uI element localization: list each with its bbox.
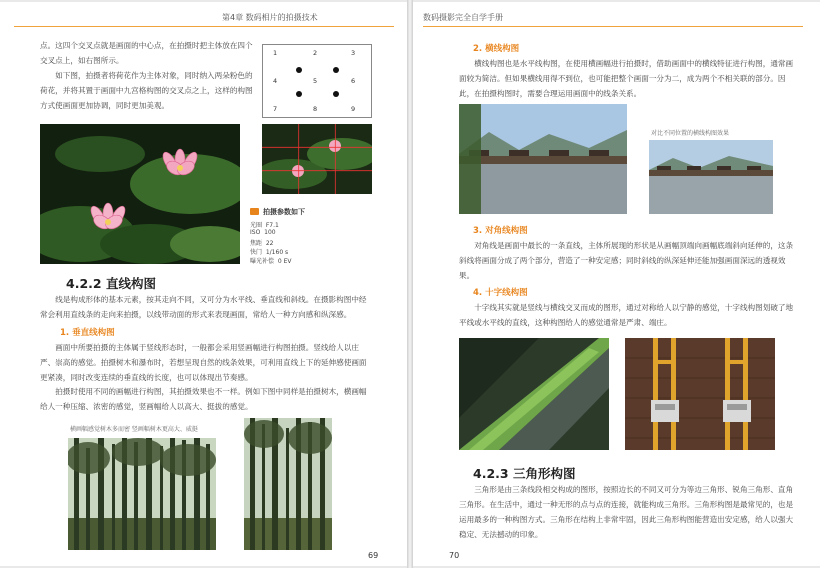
nine-grid-diagram — [262, 44, 372, 118]
grid-number: 4 — [273, 77, 278, 85]
diagonal-stream-photo — [459, 338, 609, 450]
running-head-left: 第4章 数码相片的拍摄技术 — [222, 13, 318, 22]
param-row: 焦距 22 — [250, 240, 274, 247]
lotus-photo — [40, 124, 240, 264]
section-title-422: 4.2.2 直线构图 — [66, 276, 156, 291]
param-row: ISO 100 — [250, 229, 276, 236]
page-number-right: 70 — [449, 551, 460, 560]
header-rule — [423, 26, 803, 27]
cross-paragraph: 十字线其实就是竖线与横线交叉而成的图形，通过对称给人以宁静的感觉，十字线构图划破了地平线或水平线的直线，这种构图给人的感觉通常是严肃、端庄。 — [459, 303, 794, 327]
params-title: 拍摄参数如下 — [263, 208, 305, 216]
camera-icon — [250, 208, 259, 215]
header-rule — [14, 26, 394, 27]
intersection-dot — [333, 91, 339, 97]
vertical-paragraph-2: 拍摄时使用不同的画幅进行构图，其拍摄效果也不一样。例如下图中同样是拍摄树木，横画幅给人一种压缩、浓密的感觉，竖画幅给人以高大、挺拔的感觉。 — [40, 387, 367, 411]
section-title-423: 4.2.3 三角形构图 — [473, 466, 576, 481]
param-row: 光圈 F7.1 — [250, 222, 279, 229]
page-number-left: 69 — [368, 551, 379, 560]
vertical-paragraph-1: 画面中所要拍摄的主体属于竖线形态时，一般都会采用竖画幅进行构图拍摄。竖线给人以庄严、崇高的感觉。拍摄树木和瀑布时，若想呈现自然的线条效果，可利用直线上下的延伸感使画面更紧凑，同时改变连续的垂直线的长度，也可以体现出节奏感。 — [40, 343, 367, 382]
intersection-dot — [296, 91, 302, 97]
bridge-photo-1 — [459, 104, 627, 214]
sub-heading-horizontal: 2. 横线构图 — [473, 44, 520, 54]
section-paragraph-422: 线是构成形体的基本元素，按其走向不同，又可分为水平线、垂直线和斜线。在摄影构图中经常会利用直线条的走向来拍摄，以线带动面的形式来表现画面，常给人一种方向感和纵深感。 — [40, 295, 367, 319]
sub-heading-diagonal: 3. 对角线构图 — [473, 226, 528, 236]
grid-number: 2 — [313, 49, 318, 57]
grid-number: 7 — [273, 105, 278, 113]
intersection-dot — [296, 67, 302, 73]
grid-number: 6 — [351, 77, 356, 85]
grid-number: 5 — [313, 77, 318, 85]
intro-paragraph-2: 如下图，拍摄者将荷花作为主体对象，同时纳入两朵粉色的荷花，并将其置于画面中九宫格构图的交叉点之上，这样的构图方式使画面更加协调，同时更加美观。 — [40, 71, 253, 110]
sub-heading-cross: 4. 十字线构图 — [473, 288, 528, 298]
diagonal-paragraph: 对角线是画面中最长的一条直线，主体所展现的形状是从画幅顶端向画幅底端斜向延伸的，这条斜线将画面分成了两个部分，营造了一种安定感；同时斜线的纵深延伸还能加强画面深远的透视效果。 — [459, 241, 794, 280]
gas-meter-photo — [625, 338, 775, 450]
grid-number: 1 — [273, 49, 278, 57]
right-page — [413, 2, 820, 566]
param-row: 曝光补偿 0 EV — [250, 258, 292, 265]
left-page — [0, 2, 407, 566]
grid-number: 8 — [313, 105, 318, 113]
intro-paragraph-1: 点。这四个交叉点就是画面的中心点，在拍摄时把主体放在四个交叉点上，如右图所示。 — [40, 41, 253, 65]
trees-horizontal-photo — [68, 438, 216, 550]
grid-number: 9 — [351, 105, 356, 113]
triangle-paragraph: 三角形是由三条线段相交构成的图形，按照边长的不同又可分为等边三角形、锐角三角形、直角三角形。在生活中，通过一种无形的点与点的连接，就能构成三角形。三角形构图是最常见的，也是运用最多的一种构图方式。三角形在结构上非常牢固，因此三角形构图能营造出安定感，给人以强大稳定、无法撼动的印象。 — [459, 485, 794, 539]
running-head-right: 数码摄影完全自学手册 — [423, 13, 503, 22]
bridge-photo-2 — [649, 140, 773, 214]
bridge-caption: 对比不同位置的横线构图效果 — [651, 130, 730, 137]
param-row: 快门 1/160 s — [250, 249, 289, 256]
trees-caption: 横画幅感觉树木多而密 竖画幅树木更高大、威挺 — [70, 426, 198, 433]
lotus-grid-photo — [262, 124, 372, 194]
intersection-dot — [333, 67, 339, 73]
trees-vertical-photo — [244, 418, 332, 550]
sub-heading-vertical: 1. 垂直线构图 — [60, 328, 115, 338]
horizontal-paragraph: 横线构图也是水平线构图，在使用横画幅进行拍摄时，借助画面中的横线特征进行构图，通常画面较为简洁。但如果横线用得不到位，也可能把整个画面一分为二，成为两个不相关联的部分。因此，在拍摄构图时，需要合理运用画面中的线条关系。 — [459, 59, 794, 98]
grid-number: 3 — [351, 49, 356, 57]
